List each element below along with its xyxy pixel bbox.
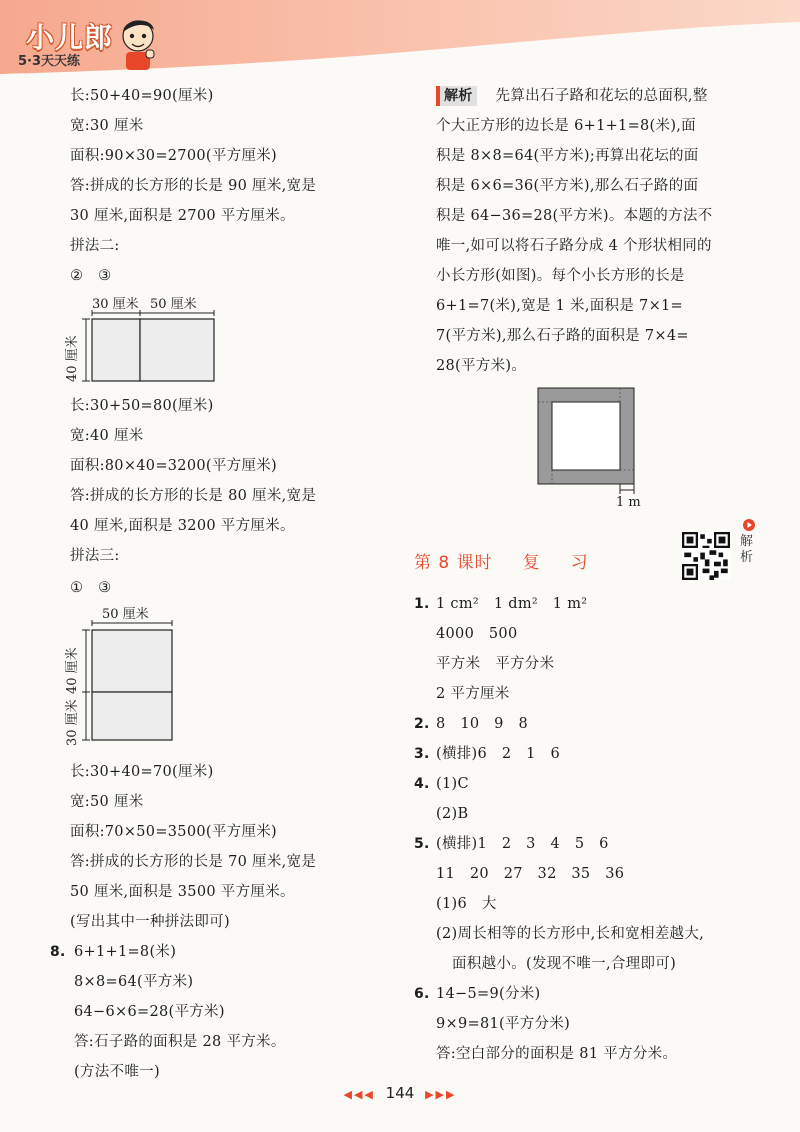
analysis-line: 7(平方米),那么石子路的面积是 7×4=: [436, 328, 689, 344]
answer-line: (2)周长相等的长方形中,长和宽相差越大,: [436, 926, 705, 942]
lesson-title: 第 8 课时 复 习: [414, 553, 589, 573]
answer-line: 4000 500: [436, 626, 518, 642]
analysis-line: 28(平方米)。: [436, 358, 527, 374]
fig3-side1-label: 40 厘米: [65, 647, 80, 694]
text-line: 宽:30 厘米: [70, 118, 144, 134]
arrows-right-icon: ▶▶▶: [425, 1088, 457, 1101]
answer-line: 面积越小。(发现不唯一,合理即可): [452, 956, 677, 972]
answer-line: 1 cm² 1 dm² 1 m²: [436, 596, 588, 612]
fig2-side-label: 40 厘米: [65, 335, 80, 382]
question-number: 6.: [414, 986, 430, 1002]
text-line: 答:拼成的长方形的长是 70 厘米,宽是: [70, 854, 317, 870]
mascot-icon: [116, 14, 160, 74]
method-2-title: 拼法二:: [70, 238, 120, 254]
fig3-top-label: 50 厘米: [102, 607, 149, 622]
page-footer: [0, 1084, 800, 1102]
brand-logo: [10, 12, 160, 76]
text-line: 64−6×6=28(平方米): [74, 1004, 225, 1020]
text-line: 长:30+40=70(厘米): [70, 764, 214, 780]
analysis-line: 积是 8×8=64(平方米);再算出花坛的面: [436, 148, 699, 164]
text-line: 宽:50 厘米: [70, 794, 144, 810]
text-line: 长:50+40=90(厘米): [70, 88, 214, 104]
text-line: 40 厘米,面积是 3200 平方厘米。: [70, 518, 295, 534]
figure-method-2: [62, 292, 222, 386]
method-3-title: 拼法三:: [70, 548, 120, 564]
question-number: 3.: [414, 746, 430, 762]
answer-line: (横排)6 2 1 6: [436, 746, 561, 762]
analysis-line: 解析 先算出石子路和花坛的总面积,整: [436, 86, 708, 106]
analysis-line: 个大正方形的边长是 6+1+1=8(米),面: [436, 118, 696, 134]
method-2-pieces: ② ③: [70, 268, 112, 284]
analysis-line: 积是 6×6=36(平方米),那么石子路的面: [436, 178, 699, 194]
question-number: 1.: [414, 596, 430, 612]
method-3-pieces: ① ③: [70, 580, 112, 596]
answer-line: 8 10 9 8: [436, 716, 529, 732]
fig3-side2-label: 30 厘米: [65, 699, 80, 746]
text-line: 答:拼成的长方形的长是 90 厘米,宽是: [70, 178, 317, 194]
analysis-badge: 解析: [436, 86, 477, 106]
answer-line: 平方米 平方分米: [436, 656, 555, 672]
brand-title: 小儿郎: [26, 21, 114, 54]
qr-code-icon[interactable]: [682, 532, 730, 580]
figure-stone-path: [530, 382, 650, 512]
fig-width-label: 1 m: [616, 495, 641, 510]
text-line: 面积:90×30=2700(平方厘米): [70, 148, 277, 164]
note: (写出其中一种拼法即可): [70, 914, 230, 930]
qr-label: 解析: [740, 534, 754, 565]
analysis-line: 小长方形(如图)。每个小长方形的长是: [436, 268, 685, 284]
answer-line: 11 20 27 32 35 36: [436, 866, 625, 882]
analysis-line: 6+1=7(米),宽是 1 米,面积是 7×1=: [436, 298, 684, 314]
fig2-top2-label: 50 厘米: [150, 297, 197, 312]
question-number: 5.: [414, 836, 430, 852]
text-line: 50 厘米,面积是 3500 平方厘米。: [70, 884, 295, 900]
answer-line: 2 平方厘米: [436, 686, 510, 702]
figure-method-3: [62, 602, 182, 748]
answer-line: (横排)1 2 3 4 5 6: [436, 836, 609, 852]
analysis-line: 积是 64−36=28(平方米)。本题的方法不: [436, 208, 713, 224]
page-number: 144: [385, 1084, 415, 1102]
text-line: 答:拼成的长方形的长是 80 厘米,宽是: [70, 488, 317, 504]
fig2-top-label: 30 厘米: [92, 297, 139, 312]
arrows-left-icon: ◀◀◀: [343, 1088, 375, 1101]
play-icon: [743, 519, 755, 531]
text-line: 宽:40 厘米: [70, 428, 144, 444]
text-line: 30 厘米,面积是 2700 平方厘米。: [70, 208, 295, 224]
answer-line: 9×9=81(平方分米): [436, 1016, 571, 1032]
text-line: 面积:80×40=3200(平方厘米): [70, 458, 277, 474]
answer-line: (1)C: [436, 776, 469, 792]
text-line: 答:石子路的面积是 28 平方米。: [74, 1034, 286, 1050]
answer-line: 14−5=9(分米): [436, 986, 541, 1002]
answer-line: (2)B: [436, 806, 469, 822]
text-line: 面积:70×50=3500(平方厘米): [70, 824, 277, 840]
answer-line: (1)6 大: [436, 896, 497, 912]
question-number: 8.: [50, 944, 66, 960]
text-line: 6+1+1=8(米): [74, 944, 177, 960]
answer-line: 答:空白部分的面积是 81 平方分米。: [436, 1046, 678, 1062]
brand-series: 5·3天天练: [18, 54, 81, 69]
analysis-line: 唯一,如可以将石子路分成 4 个形状相同的: [436, 238, 712, 254]
note: (方法不唯一): [74, 1064, 160, 1080]
question-number: 4.: [414, 776, 430, 792]
question-number: 2.: [414, 716, 430, 732]
text-line: 8×8=64(平方米): [74, 974, 194, 990]
text-line: 长:30+50=80(厘米): [70, 398, 214, 414]
